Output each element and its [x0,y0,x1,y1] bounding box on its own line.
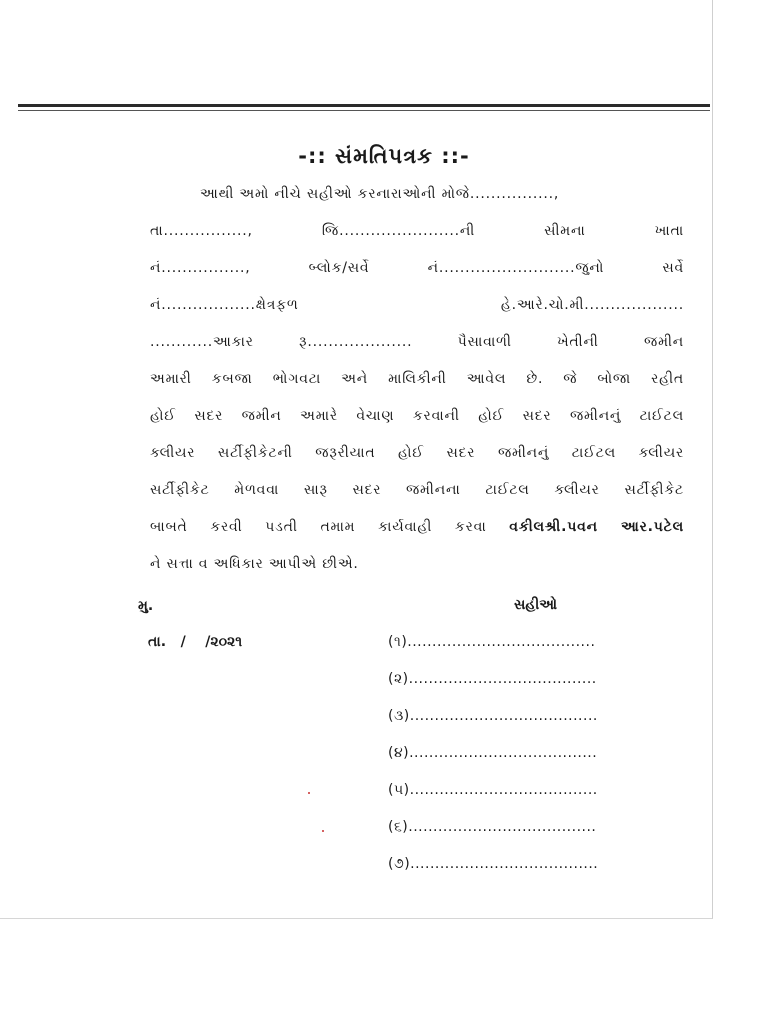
signature-line: (૩)...................................... [388,708,598,724]
body-line: હોઈ સદર જમીન અમારે વેચાણ કરવાની હોઈ સદર જમીનનું ટાઈટલ [150,408,684,424]
body-line: નં................, બ્લોક/સર્વે નં..........................જુનો સર્વે [150,260,684,276]
document-title: -:: સંમતિપત્રક ::- [298,144,470,168]
signature-line: (૬)...................................... [388,819,597,835]
place-label: મુ. [138,598,154,614]
body-line: ............આકાર રૂ.................... પૈસાવાળી ખેતીની જમીન [150,334,684,350]
signature-line: (૨)...................................... [388,671,597,687]
signature-line: (૫)...................................... [388,782,598,798]
date-label: તા. / /૨૦૨૧ [148,634,243,650]
signature-line: (૭)...................................... [388,856,599,872]
signature-line: (૪)...................................... [388,745,598,761]
body-line: આથી અમો નીચે સહીઓ કરનારાઓની મોજે................, [200,186,560,202]
stray-ink-mark [322,830,324,832]
body-line: ને સત્તા વ અધિકાર આપીએ છીએ. [150,556,359,572]
stray-ink-mark [308,792,310,794]
signature-line: (૧)...................................... [388,634,596,650]
top-rule-thin [18,110,710,111]
advocate-name: વકીલશ્રી.પવન આર.પટેલ [509,519,684,535]
body-line-text: બાબતે કરવી પડતી તમામ કાર્યવાહી કરવા [150,519,510,535]
body-line: અમારી કબજા ભોગવટા અને માલિકીની આવેલ છે. જે બોજા રહીત [150,371,684,387]
body-line: તા................, જિ.......................ની સીમના ખાતા [150,223,684,239]
body-line: સર્ટીફીકેટ મેળવવા સારૂ સદર જમીનના ટાઈટલ ક્લીયર સર્ટીફીકેટ [150,482,684,498]
body-line-advocate [150,519,684,535]
top-rule-thick [18,104,710,107]
body-line: ક્લીયર સર્ટીફીકેટની જરૂરીયાત હોઈ સદર જમીનનું ટાઈટલ ક્લીયર [150,445,684,461]
signatures-heading: સહીઓ [514,597,558,613]
body-line: નં..................ક્ષેત્રફળ હે.આરે.ચો.મી................... [150,297,684,313]
